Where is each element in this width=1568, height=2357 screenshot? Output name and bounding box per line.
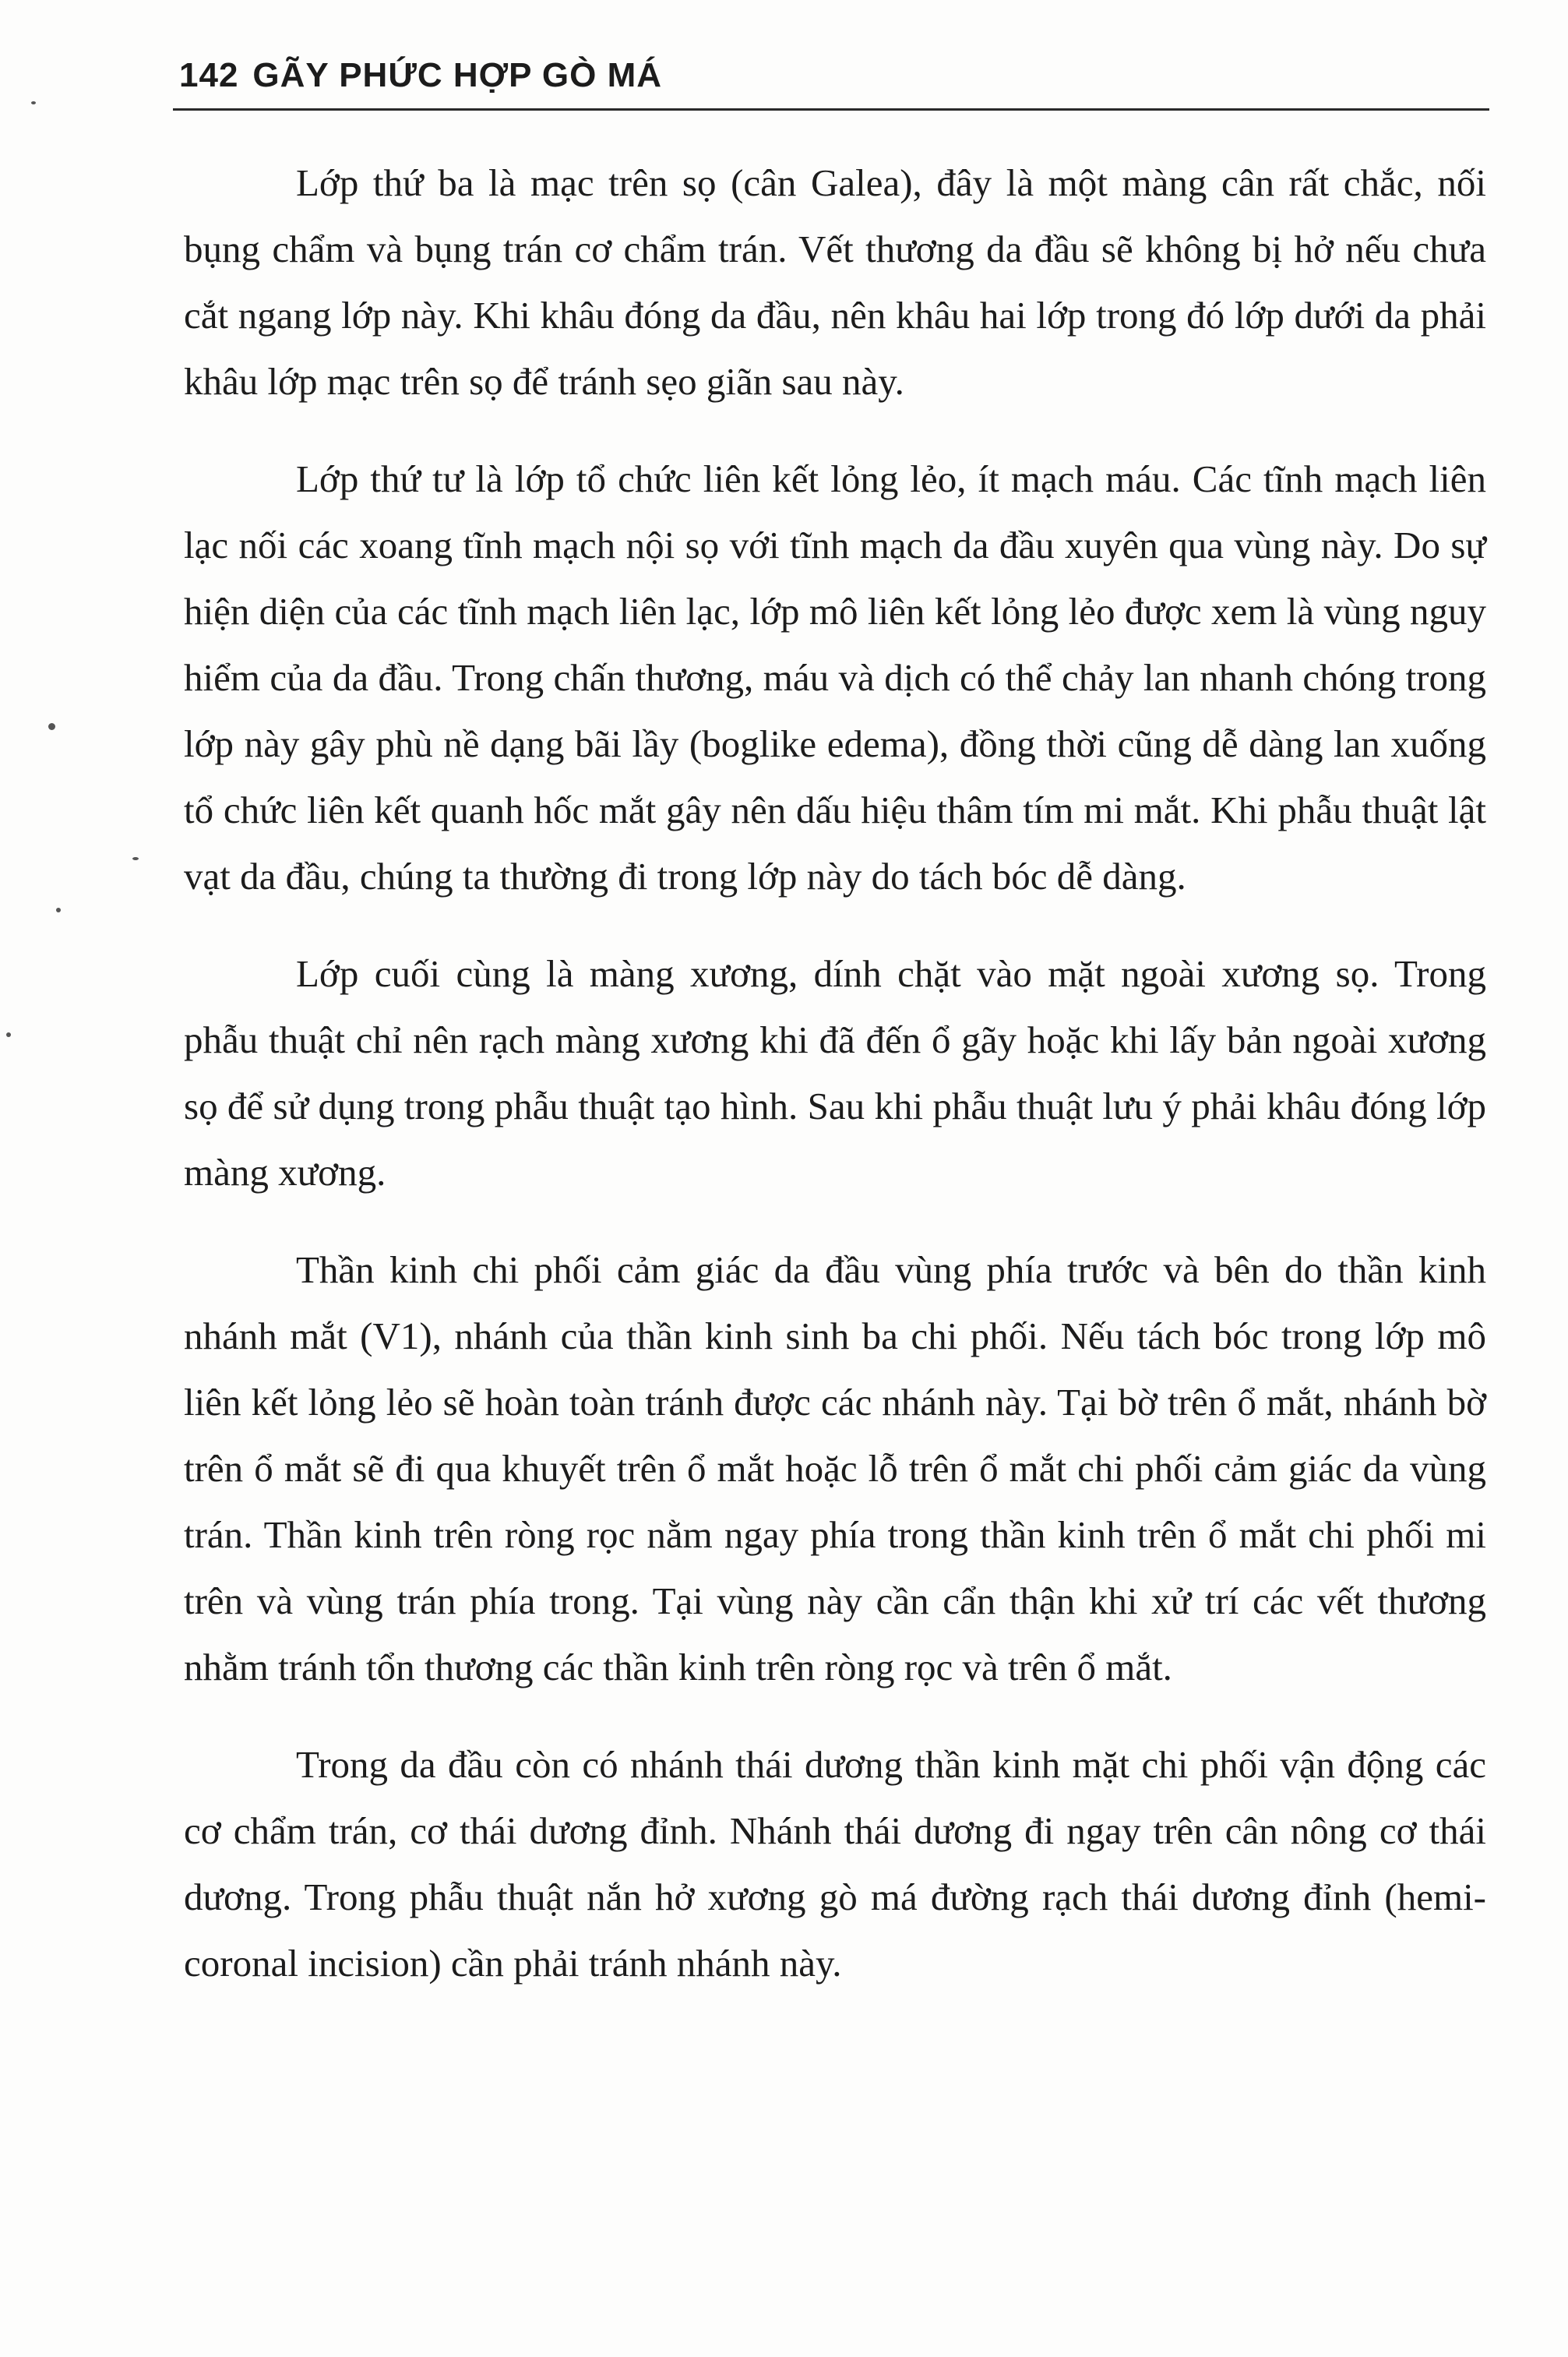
chapter-title: GÃY PHỨC HỢP GÒ MÁ: [252, 56, 663, 94]
scan-speck: [48, 723, 55, 730]
scan-speck: [56, 908, 61, 912]
scan-speck: [31, 101, 36, 104]
paragraph-galea: Lớp thứ ba là mạc trên sọ (cân Galea), đây là một màng cân rất chắc, nối bụng chẩm và bụng trán cơ chẩm trán. Vết thương da đầu sẽ không bị hở nếu chưa cắt ngang lớp này. Khi khâu đóng da đầu, nên khâu hai lớp trong đó lớp dưới da phải khâu lớp mạc trên sọ để tránh sẹo giãn sau này.: [184, 161, 1486, 403]
body-text: [184, 150, 1486, 2027]
running-header: [179, 56, 662, 95]
paragraph-sensory-nerves: Thần kinh chi phối cảm giác da đầu vùng phía trước và bên do thần kinh nhánh mắt (V1), nhánh của thần kinh sinh ba chi phối. Nếu tách bóc trong lớp mô liên kết lỏng lẻo sẽ hoàn toàn tránh được các nhánh này. Tại bờ trên ổ mắt, nhánh bờ trên ổ mắt sẽ đi qua khuyết trên ổ mắt hoặc lỗ trên ổ mắt chi phối cảm giác da vùng trán. Thần kinh trên ròng rọc nằm ngay phía trong thần kinh trên ổ mắt chi phối mi trên và vùng trán phía trong. Tại vùng này cần cẩn thận khi xử trí các vết thương nhằm tránh tổn thương các thần kinh trên ròng rọc và trên ổ mắt.: [184, 1248, 1486, 1688]
page-number: 142: [179, 56, 239, 94]
paragraph-periosteum: Lớp cuối cùng là màng xương, dính chặt vào mặt ngoài xương sọ. Trong phẫu thuật chỉ nên rạch màng xương khi đã đến ổ gãy hoặc khi lấy bản ngoài xương sọ để sử dụng trong phẫu thuật tạo hình. Sau khi phẫu thuật lưu ý phải khâu đóng lớp màng xương.: [184, 952, 1486, 1194]
scan-speck: [6, 1032, 11, 1037]
scan-speck: [132, 857, 139, 860]
header-rule: [173, 108, 1489, 111]
paragraph-loose-connective-tissue: Lớp thứ tư là lớp tổ chức liên kết lỏng lẻo, ít mạch máu. Các tĩnh mạch liên lạc nối các xoang tĩnh mạch nội sọ với tĩnh mạch da đầu xuyên qua vùng này. Do sự hiện diện của các tĩnh mạch liên lạc, lớp mô liên kết lỏng lẻo được xem là vùng nguy hiểm của da đầu. Trong chấn thương, máu và dịch có thể chảy lan nhanh chóng trong lớp này gây phù nề dạng bãi lầy (boglike edema), đồng thời cũng dễ dàng lan xuống tổ chức liên kết quanh hốc mắt gây nên dấu hiệu thâm tím mi mắt. Khi phẫu thuật lật vạt da đầu, chúng ta thường đi trong lớp này do tách bóc dễ dàng.: [184, 457, 1486, 898]
paragraph-temporal-branch: Trong da đầu còn có nhánh thái dương thần kinh mặt chi phối vận động các cơ chẩm trán, cơ thái dương đỉnh. Nhánh thái dương đi ngay trên cân nông cơ thái dương. Trong phẫu thuật nắn hở xương gò má đường rạch thái dương đỉnh (hemi-coronal incision) cần phải tránh nhánh này.: [184, 1743, 1486, 1985]
